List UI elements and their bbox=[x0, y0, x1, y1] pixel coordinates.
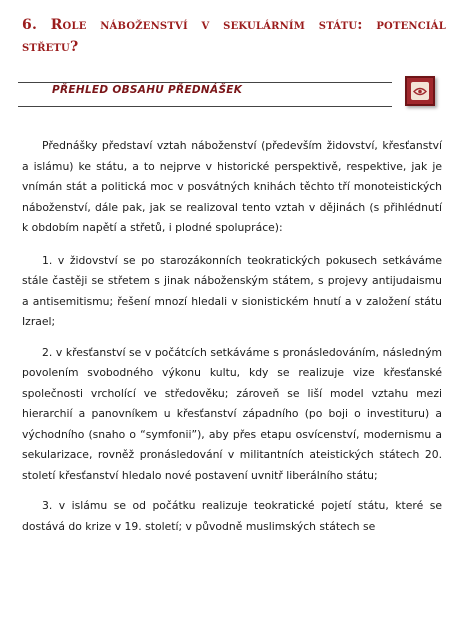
list-item: 2. v křesťanství se v počátcích setkáváme s pronásledováním, následným povolením svobodného výkonu kultu, kdy se realizuje vize křesťanské společnosti vrcholící ve středověku; zároveň se liší model vztahu mezi hierarchií a panovníkem u křesťanství západního (po boji o investituru) a východního (snaho o “symfonii”), aby přes etapu osvícenství, modernismu a sekularizace, rovněž pronásledování v militantních ateistických státech 20. století křesťanství hledalo nové postavení uvnitř liberálního státu; bbox=[22, 345, 442, 482]
list-item: 3. v islámu se od počátku realizuje teokratické pojetí státu, které se dostává do krize v 19. století; v původně muslimských státech se bbox=[22, 499, 442, 533]
divider-bottom bbox=[18, 106, 392, 107]
lecture-overview bbox=[22, 136, 442, 547]
eye-icon bbox=[411, 82, 429, 100]
section-heading: 6. Role náboženství v sekulárním státu: potenciál střetu? bbox=[22, 17, 446, 55]
section-label: PŘEHLED OBSAHU PŘEDNÁŠEK bbox=[52, 84, 243, 96]
preview-button[interactable] bbox=[405, 76, 435, 106]
list-item: 1. v židovství se po starozákonních teokratických pokusech setkáváme stále častěji se střetem s jinak náboženským státem, s projevy antijudaismu a antisemitismu; řešení mnozí hledali v sionistickém hnutí a v založení státu Izrael; bbox=[22, 253, 442, 328]
intro-paragraph: Přednášky představí vztah náboženství (především židovství, křesťanství a islámu) ke státu, a to nejprve v historické perspektivě, respektive, jak je vnímán stát a politická moc v posvátných knihách těchto tří monoteistických náboženství, dále pak, jak se realizoval tento vztah v dějinách (s přihlédnutí k obdobím napětí a střetů, i plodné spolupráce): bbox=[22, 139, 442, 234]
divider-top bbox=[18, 82, 392, 83]
